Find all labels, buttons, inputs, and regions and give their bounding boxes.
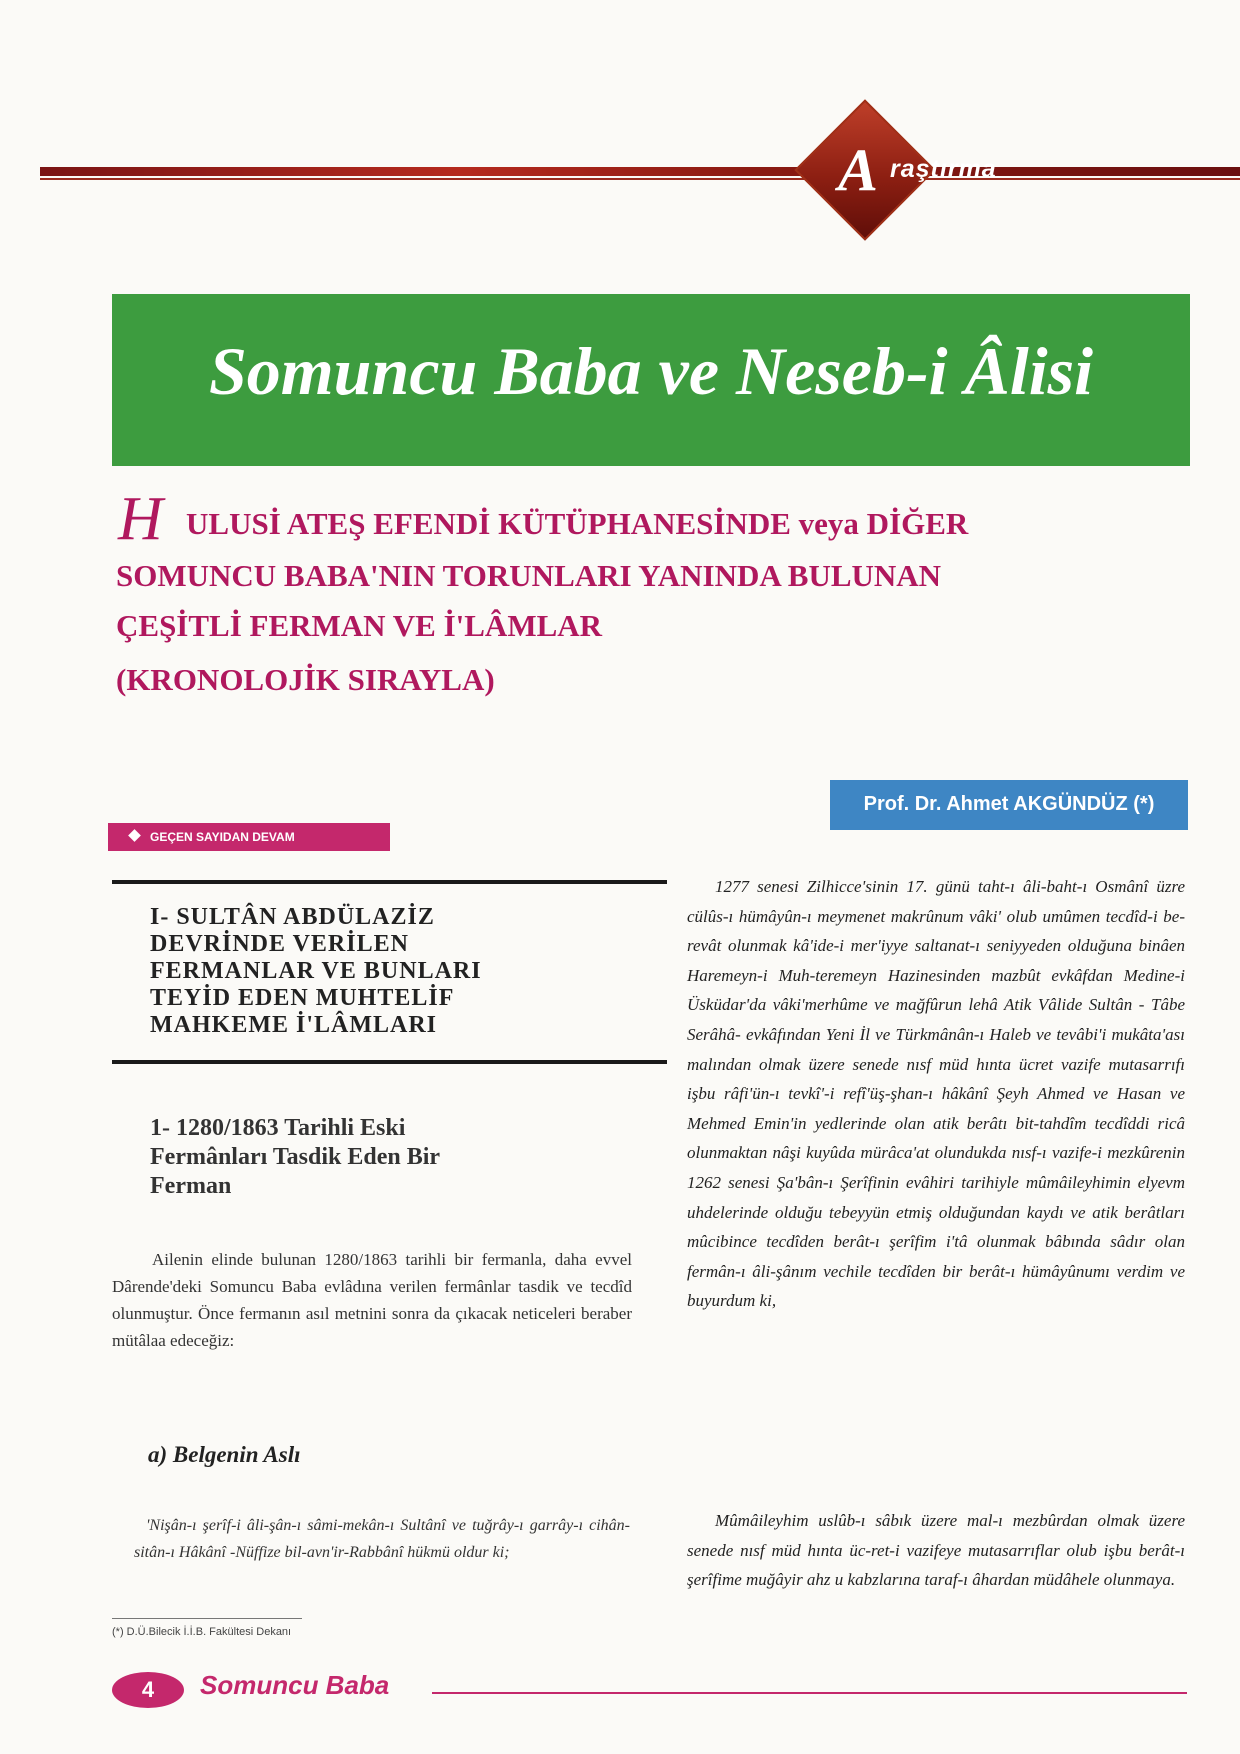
subtitle-line-4: (KRONOLOJİK SIRAYLA)	[116, 662, 495, 697]
subtitle-line-2: SOMUNCU BABA'NIN TORUNLARI YANINDA BULUNAN	[116, 558, 942, 593]
subheading	[150, 1114, 440, 1201]
section-heading-line: DEVRİNDE VERİLEN	[150, 931, 409, 957]
subheading-line: 1- 1280/1863 Tarihli Eski	[150, 1115, 406, 1141]
header-band	[40, 160, 1240, 182]
continued-label-box	[108, 823, 390, 851]
section-label: raştırma	[890, 155, 997, 183]
section-heading-line: MAHKEME İ'LÂMLARI	[150, 1012, 437, 1038]
section-heading	[150, 904, 650, 1039]
section-rule-bottom	[112, 1060, 667, 1064]
section-initial-letter: A	[838, 137, 879, 203]
page-number: 4	[141, 1677, 155, 1702]
right-para-1-text: 1277 senesi Zilhicce'sinin 17. günü taht-ı âli-baht-ı Osmânî üzre cülûs-ı hümâyûn-ı meymenet makrûnum vâki' olub umûmen tecdîd-i be-revât olunmak kâ'ide-i mer'iyye saltanat-ı seniyyeden olduğuna binâen Haremeyn-i Muh-teremeyn Hazinesinden mazbût evkâfdan Medine-i Üsküdar'da vâki'merhûme ve mağfûrun lehâ Atik Vâlide Sultân - Tâbe Serâhâ- evkâfından Yeni İl ve Türkmânân-ı Haleb ve tevâbi'i mukâta'ası malından olmak üzere senede nısf müd hınta ücret vazife mutasarrıfı işbu râfi'ün-ı tevkî'-i refî'üş-şhan-ı hâkânî Şeyh Ahmed ve Hasan ve Mehmed Emin'in yedlerinde olan atik berâtı bit-tahdîm tecdîddi ricâ olunmaktan nâşi kuyûda mürâca'at olundukda nısf-ı vazife-i mezkûrenin 1262 senesi Şa'bân-ı Şerîfinin evâhiri tarihiyle mûmâileyhimin elyevm uhdelerinde olduğu tebeyyün etmiş olduğundan kaydı ve atik berâtları mûcibince tecdîden berât-ı şerîfim i'tâ olunmak bâbında sâdır olan fermân-ı âli-şânım vechile tecdîden bir berât-ı hümâyûnumı verdim ve buyurdum ki,	[687, 877, 1185, 1311]
intro-text: Ailenin elinde bulunan 1280/1863 tarihli bir fermanla, daha evvel Dârende'deki Somuncu Baba evlâdına verilen fermânlar tasdik ve tecdîd olunmuştur. Önce fermanın asıl metnini sonra da çıkacak neticeleri beraber mütâlaa edeceğiz:	[112, 1250, 632, 1350]
footer-rule	[432, 1692, 1187, 1694]
subheading-line: Ferman	[150, 1173, 232, 1199]
author-name: Prof. Dr. Ahmet AKGÜNDÜZ (*)	[863, 793, 1155, 815]
header-bar	[40, 167, 1240, 176]
right-column-para-1	[687, 872, 1185, 1316]
footnote-rule	[112, 1618, 302, 1619]
section-heading-line: FERMANLAR VE BUNLARI	[150, 958, 482, 984]
subtitle-line-1: ULUSİ ATEŞ EFENDİ KÜTÜPHANESİNDE veya DİĞER	[186, 506, 969, 541]
header-thin-rule	[40, 178, 1240, 180]
article-title: Somuncu Baba ve Neseb-i Âlisi	[208, 333, 1094, 409]
continued-label: GEÇEN SAYIDAN DEVAM	[150, 830, 295, 844]
section-heading-line: TEYİD EDEN MUHTELİF	[150, 985, 455, 1011]
document-quote	[134, 1512, 630, 1566]
title-banner	[112, 294, 1190, 466]
heading-a: a) Belgenin Aslı	[148, 1442, 301, 1467]
intro-paragraph	[112, 1246, 632, 1354]
diamond-bullet-icon	[128, 829, 141, 842]
subheading-line: Fermânları Tasdik Eden Bir	[150, 1144, 441, 1170]
right-para-2-text: Mûmâileyhim uslûb-ı sâbık üzere mal-ı mezbûrdan olmak üzere senede nısf müd hınta üc-ret-i vazifeye mutasarrıflar olub işbu berât-ı şerîfime muğâyir ahz u kabzlarına taraf-ı âhardan müdâhele olunmaya.	[687, 1511, 1185, 1590]
footnote: (*) D.Ü.Bilecik İ.İ.B. Fakültesi Dekanı	[112, 1626, 292, 1638]
author-box	[830, 780, 1188, 830]
magazine-name: Somuncu Baba	[200, 1670, 390, 1700]
section-rule-top	[112, 880, 667, 884]
quote-text: 'Nişân-ı şerîf-i âli-şân-ı sâmi-mekân-ı Sultânî ve tuğrây-ı garrây-ı cihân-sitân-ı Hâkânî -Nüffize bil-avn'ir-Rabbânî hükmü oldur ki;	[134, 1517, 630, 1561]
subtitle-line-3: ÇEŞİTLİ FERMAN VE İ'LÂMLAR	[116, 608, 603, 643]
right-column-para-2	[687, 1506, 1185, 1595]
section-heading-line: I- SULTÂN ABDÜLAZİZ	[150, 904, 435, 930]
subtitle-initial: H	[118, 485, 163, 553]
